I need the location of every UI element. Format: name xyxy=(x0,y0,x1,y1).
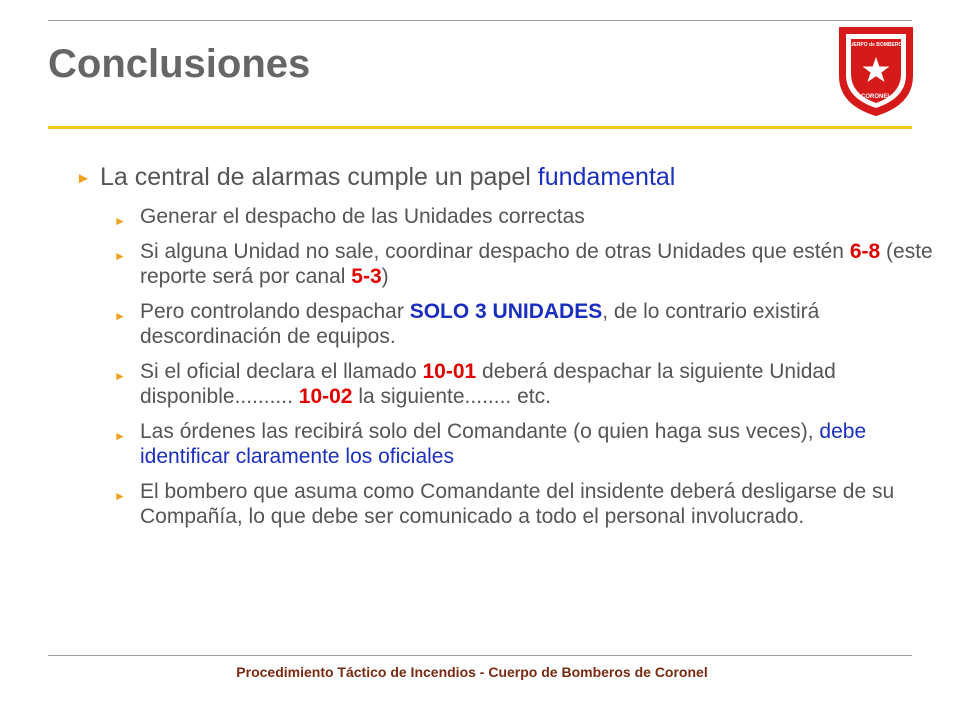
main-bullet-text: La central de alarmas cumple un papel xyxy=(100,163,538,191)
bullet-text: deberá despachar la siguiente Unidad disponible.......... xyxy=(140,360,836,408)
bullet-arrow-icon: ► xyxy=(114,249,126,263)
main-bullet xyxy=(76,163,956,192)
bullet-arrow-icon: ► xyxy=(114,214,126,228)
slide-footer: Procedimiento Táctico de Incendios - Cuerpo de Bomberos de Coronel xyxy=(236,664,708,680)
bullet-text: Si el oficial declara el llamado xyxy=(140,360,423,383)
sub-bullet-1 xyxy=(76,204,956,229)
bullet-arrow-icon: ► xyxy=(114,489,126,503)
sub-bullet-4 xyxy=(76,359,956,409)
slide-content xyxy=(76,163,956,539)
radio-code: 10-01 xyxy=(422,360,477,383)
bullet-arrow-icon: ► xyxy=(114,369,126,383)
bullet-text: ) xyxy=(381,265,389,288)
title-underline xyxy=(48,126,912,129)
bullet-text: El bombero que asuma como Comandante del insidente deberá desligarse de su Compañía, lo que debe ser comunicado a todo el personal involucrado. xyxy=(140,480,895,528)
bullet-text: Si alguna Unidad no sale, coordinar despacho de otras Unidades que estén xyxy=(140,240,850,263)
bullet-text: Generar el despacho de las Unidades correctas xyxy=(140,205,585,228)
footer-divider xyxy=(48,655,912,656)
top-divider xyxy=(48,20,912,21)
sub-bullet-6 xyxy=(76,479,956,529)
sub-bullet-5 xyxy=(76,419,956,469)
bullet-text: Las órdenes las recibirá solo del Comandante (o quien haga sus veces), xyxy=(140,420,820,443)
bullet-emphasis: debe identificar claramente los oficiales xyxy=(140,420,867,468)
logo-top-text: CUERPO de BOMBEROS xyxy=(846,42,906,48)
bullet-arrow-icon: ► xyxy=(114,429,126,443)
radio-code: 10-02 xyxy=(298,385,353,408)
bullet-emphasis: SOLO 3 UNIDADES xyxy=(409,300,603,323)
sub-bullet-3 xyxy=(76,299,956,349)
logo-bottom-text: CORONEL xyxy=(861,94,891,100)
radio-code: 6-8 xyxy=(849,240,881,263)
bullet-text: (este reporte será por canal xyxy=(140,240,933,288)
main-bullet-emphasis: fundamental xyxy=(537,163,676,191)
bullet-text: la siguiente........ etc. xyxy=(352,385,551,408)
bullet-arrow-icon: ► xyxy=(114,309,126,323)
radio-code: 5-3 xyxy=(351,265,382,288)
bullet-arrow-icon: ► xyxy=(76,170,91,187)
fire-department-badge-logo xyxy=(836,24,916,118)
bullet-text: , de lo contrario existirá descordinación de equipos. xyxy=(140,300,820,348)
slide-title: Conclusiones xyxy=(48,42,311,86)
bullet-text: Pero controlando despachar xyxy=(140,300,410,323)
sub-bullet-2 xyxy=(76,239,956,289)
